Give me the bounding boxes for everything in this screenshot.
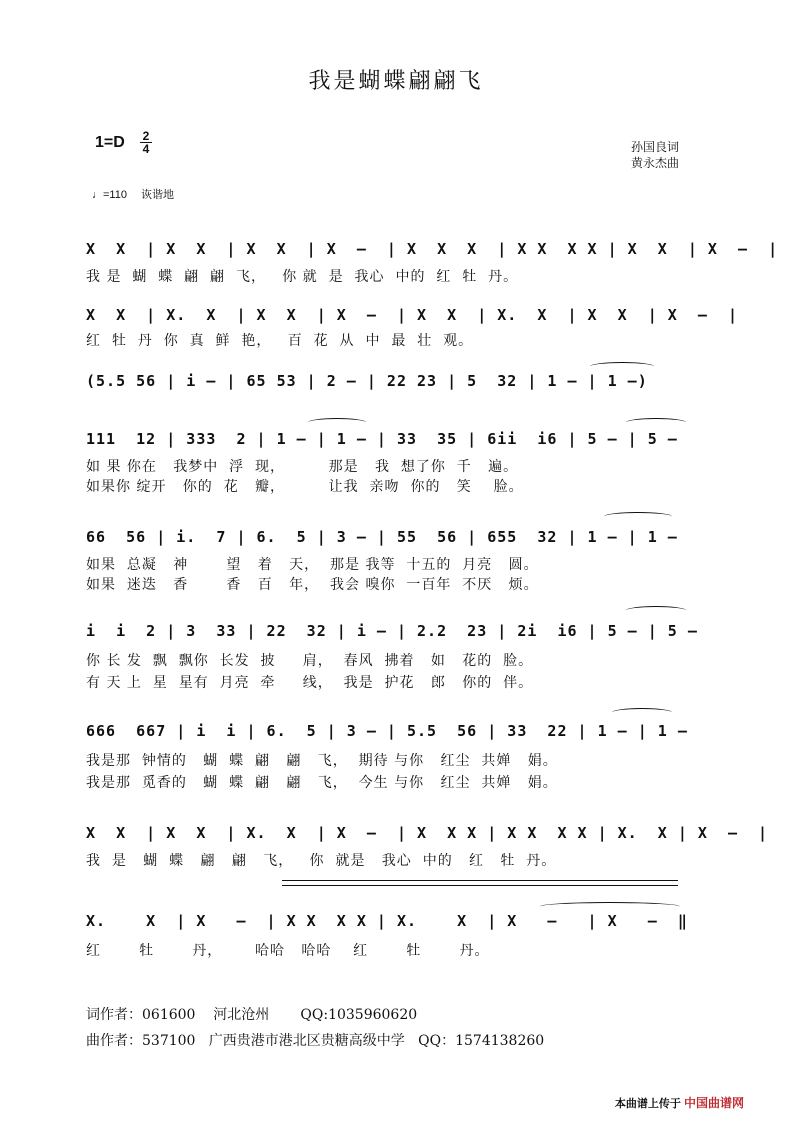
mood-marking: 诙谐地 <box>140 188 174 201</box>
lyric-line: 我 是 蝴 蝶 翩 翩 飞， 你 就是 我心 中的 红 牡 丹。 <box>86 853 557 869</box>
lyric-line: 有 天 上 星 星有 月亮 牵 线， 我是 护花 郎 你的 伴。 <box>86 675 534 691</box>
lyric-line: 如果 迷迭 香 香 百 年， 我会 嗅你 一百年 不厌 烦。 <box>86 577 539 593</box>
notes-line: i i 2 | 3 33 | 22 32 | i – | 2.2 23 | 2i i6 | 5 – | 5 – <box>86 622 698 640</box>
site-logo: 中国曲谱网 <box>683 1096 744 1110</box>
notes-line: 66 56 | i. 7 | 6. 5 | 3 – | 55 56 | 655 32 | 1 – | 1 – <box>86 528 678 546</box>
tempo-marking <box>92 186 174 202</box>
lyric-line: 红 牡 丹， 哈哈 哈哈 红 牡 丹。 <box>86 943 490 959</box>
notes-line: 666 667 | i i | 6. 5 | 3 – | 5.5 56 | 33 22 | 1 – | 1 – <box>86 722 688 740</box>
tie-arc <box>626 418 686 427</box>
lyric-line: 我 是 蝴 蝶 翩 翩 飞， 你 就 是 我心 中的 红 牡 丹。 <box>86 269 519 285</box>
lyric-line: 如 果 你在 我梦中 浮 现， 那是 我 想了你 千 遍。 <box>86 459 519 475</box>
lyricist-info: 词作者：061600 河北沧州 QQ:1035960620 <box>86 1007 418 1023</box>
lyric-line: 我是那 觅香的 蝴 蝶 翩 翩 飞， 今生 与你 红尘 共婵 娟。 <box>86 775 558 791</box>
tie-arc <box>540 902 680 911</box>
song-title: 我是蝴蝶翩翩飞 <box>308 69 484 94</box>
tie-arc <box>626 606 686 615</box>
lyricist-credit: 孙国良词 <box>631 140 680 154</box>
notes-line: X X | X X | X X | X – | X X X | X X X X | X X | X – | <box>86 240 779 258</box>
notes-line: X X | X X | X. X | X – | X X X | X X X X | X. X | X – | <box>86 824 769 842</box>
tie-arc <box>612 708 672 717</box>
lyric-line: 红 牡 丹 你 真 鲜 艳， 百 花 从 中 最 壮 观。 <box>86 333 474 349</box>
composer-info: 曲作者：537100 广西贵港市港北区贵糖高级中学 QQ：1574138260 <box>86 1033 545 1049</box>
upload-label: 本曲谱上传于 <box>614 1098 681 1110</box>
time-signature-top: 2 <box>142 129 150 143</box>
lyric-line: 你 长 发 飘 飘你 长发 披 肩， 春风 拂着 如 花的 脸。 <box>86 653 534 669</box>
score-row-3 <box>0 372 792 412</box>
tie-arc <box>590 362 654 371</box>
tie-arc <box>604 512 672 521</box>
tempo-value: ♩=110 <box>92 189 127 201</box>
notes-line: 111 12 | 333 2 | 1 – | 1 – | 33 35 | 6ii i6 | 5 – | 5 – <box>86 430 678 448</box>
composer-credit: 黄永杰曲 <box>631 156 680 170</box>
time-signature-bottom: 4 <box>140 142 152 155</box>
notes-line: X. X | X – | X X X X | X. X | X – | X – ‖ <box>86 912 688 930</box>
coda-bracket-line <box>282 880 678 881</box>
key-signature: 1=D <box>95 134 125 151</box>
lyric-line: 如果 总凝 神 望 着 天， 那是 我等 十五的 月亮 圆。 <box>86 557 539 573</box>
upload-notice <box>615 1094 744 1111</box>
tie-arc <box>308 418 366 427</box>
time-signature <box>140 130 152 155</box>
notes-line: (5.5 56 | i – | 65 53 | 2 – | 22 23 | 5 32 | 1 – | 1 –) <box>86 372 648 390</box>
lyric-line: 如果你 绽开 你的 花 瓣， 让我 亲吻 你的 笑 脸。 <box>86 479 524 495</box>
coda-bracket-line <box>282 885 678 886</box>
lyric-line: 我是那 钟情的 蝴 蝶 翩 翩 飞， 期待 与你 红尘 共婵 娟。 <box>86 753 558 769</box>
notes-line: X X | X. X | X X | X – | X X | X. X | X X | X – | <box>86 306 738 324</box>
